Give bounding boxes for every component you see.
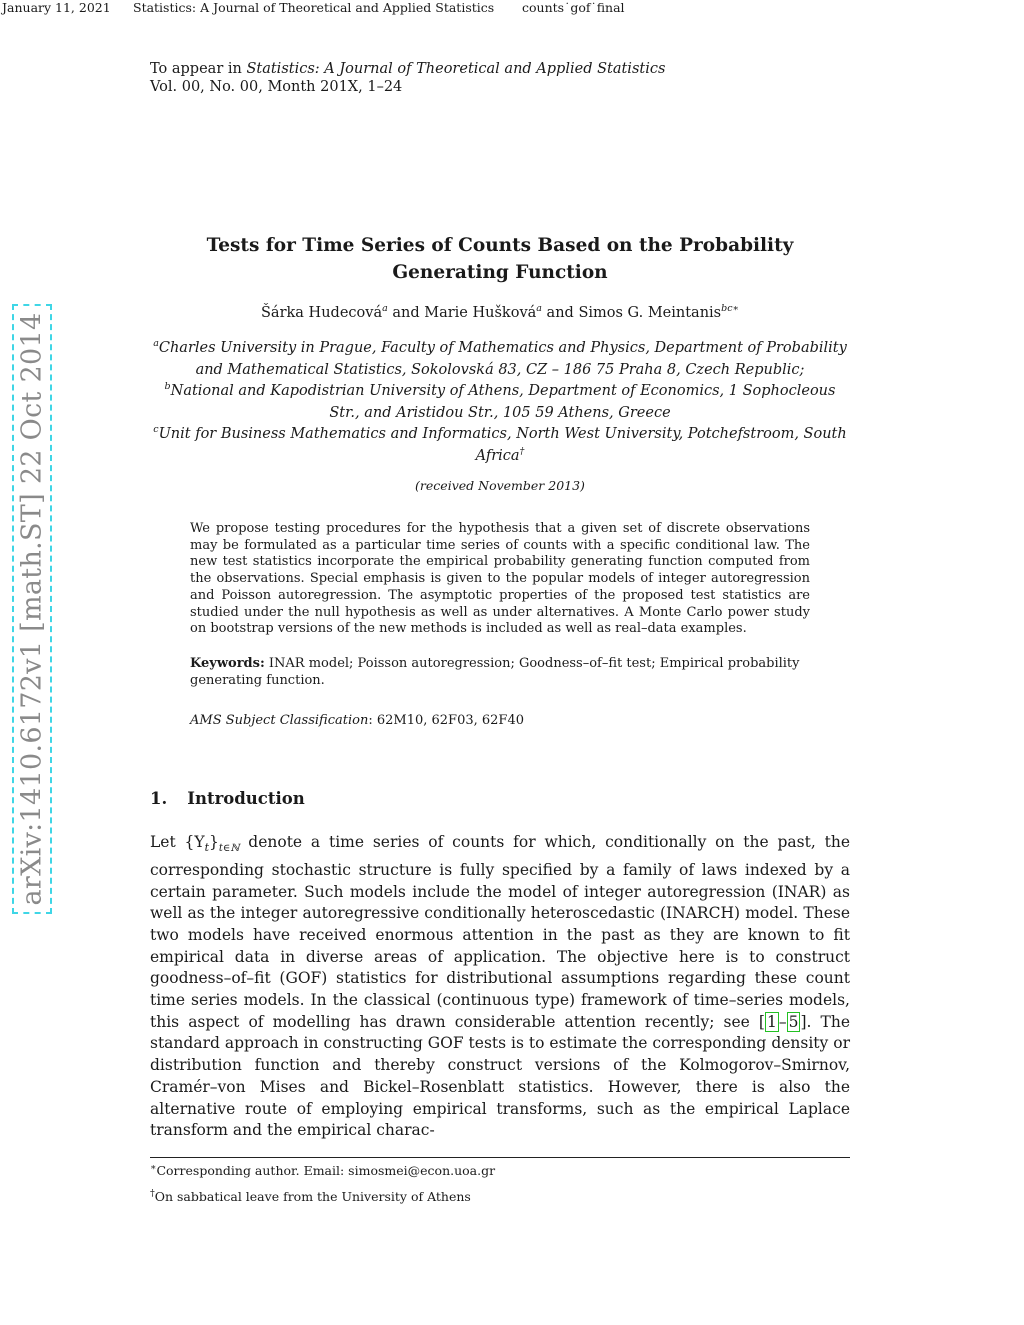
keywords-label: Keywords: bbox=[190, 656, 265, 671]
affiliation-c-text: Unit for Business Mathematics and Informatics, North West University, Potchefstroom, South Africa bbox=[158, 426, 847, 464]
keywords-text: INAR model; Poisson autoregression; Goodness–of–fit test; Empirical probability generating function. bbox=[190, 656, 800, 688]
affiliation-a bbox=[150, 338, 850, 381]
appearance-prefix: To appear in bbox=[150, 61, 247, 77]
intro-part1: denote a time series of counts for which, conditionally on the past, the corresponding stochastic structure is fully specified by a family of laws indexed by a certain parameter. Such models include the model of integer autoregression (INAR) as well as the integer autoregressive conditionally heteroscedastic (INARCH) model. These two models have received enormous attention in the past as they are known to fit empirical data in diverse areas of application. The objective here is to construct goodness–of–fit (GOF) statistics for distributional assumptions regarding these count time series models. In the classical (continuous type) framework of time–series models, this aspect of modelling has drawn considerable attention recently; see [ bbox=[150, 833, 850, 1031]
ams-text: : 62M10, 62F03, 62F40 bbox=[368, 713, 524, 728]
author-and-1: and bbox=[387, 305, 425, 321]
appearance-volume: Vol. 00, No. 00, Month 201X, 1–24 bbox=[150, 79, 403, 95]
author-and-2: and bbox=[541, 305, 579, 321]
footnote-1-mark: ∗ bbox=[150, 1161, 157, 1173]
author-3: Simos G. Meintanis bbox=[578, 305, 722, 321]
author-3-sup: bc∗ bbox=[721, 303, 739, 315]
footnote-2-mark: † bbox=[150, 1187, 155, 1199]
ams-classification bbox=[190, 713, 810, 728]
author-2: Marie Hušková bbox=[424, 305, 537, 321]
author-2-sup: a bbox=[536, 303, 542, 315]
appearance-journal: Statistics: A Journal of Theoretical and Applied Statistics bbox=[246, 61, 666, 77]
footnote-corresponding bbox=[150, 1163, 495, 1178]
citation-link-1[interactable]: 1 bbox=[766, 1012, 777, 1031]
paper-title: Tests for Time Series of Counts Based on the Probability Generating Function bbox=[206, 235, 794, 283]
arxiv-stamp[interactable] bbox=[12, 304, 52, 914]
intro-cite-dash: – bbox=[778, 1012, 787, 1031]
header-journal: Statistics: A Journal of Theoretical and Applied Statistics bbox=[133, 0, 495, 15]
intro-sub-t: t bbox=[204, 841, 210, 855]
affiliation-b bbox=[150, 381, 850, 424]
citation-link-5[interactable]: 5 bbox=[788, 1012, 799, 1031]
arxiv-stamp-text: arXiv:1410.6172v1 [math.ST] 22 Oct 2014 bbox=[16, 312, 48, 906]
affiliation-b-text: National and Kapodistrian University of Athens, Department of Economics, 1 Sophocleous Str., and Aristidou Str., 105 59 Athens, Greece bbox=[170, 383, 836, 421]
footnote-1-text: Corresponding author. Email: simosmei@econ.uoa.gr bbox=[156, 1163, 496, 1178]
header-file: counts˙gof˙final bbox=[522, 0, 625, 15]
author-1-sup: a bbox=[382, 303, 388, 315]
received-date: (received November 2013) bbox=[415, 478, 585, 493]
footnote-rule bbox=[150, 1157, 850, 1158]
intro-paragraph bbox=[150, 832, 850, 1142]
keywords bbox=[190, 656, 810, 689]
intro-let: Let {Y bbox=[150, 833, 205, 851]
intro-close-brace: } bbox=[209, 833, 219, 851]
author-line bbox=[150, 305, 850, 321]
section-heading bbox=[150, 789, 305, 808]
intro-part2: ]. The standard approach in constructing GOF tests is to estimate the corresponding density or distribution function and thereby construct versions of the Kolmogorov–Smirnov, Cramér–von Mises and Bickel–Rosenblatt statistics. However, there is also the alternative route of employing empirical transforms, such as the empirical Laplace transform and the empirical charac- bbox=[150, 1012, 850, 1140]
header-date: January 11, 2021 bbox=[2, 0, 111, 15]
section-number: 1. bbox=[150, 789, 168, 808]
affiliation-c-mark: c bbox=[153, 424, 159, 436]
author-1: Šárka Hudecová bbox=[261, 305, 383, 321]
intro-sub-index: t∈ℕ bbox=[218, 843, 240, 855]
affiliation-a-text: Charles University in Prague, Faculty of Mathematics and Physics, Department of Probability and Mathematical Statistics, Sokolovská 83, CZ – 186 75 Praha 8, Czech Republic; bbox=[158, 340, 847, 378]
affiliation-c-dagger: † bbox=[519, 445, 525, 457]
appearance-block bbox=[150, 60, 665, 96]
ams-label: AMS Subject Classification bbox=[190, 713, 369, 728]
abstract: We propose testing procedures for the hypothesis that a given set of discrete observations may be formulated as a particular time series of counts with a specific conditional law. The new test statistics incorporate the empirical probability generating function computed from the observations. Special emphasis is given to the popular models of integer autoregression and Poisson autoregression. The asymptotic properties of the proposed test statistics are studied under the null hypothesis as well as under alternatives. A Monte Carlo power study on bootstrap versions of the new methods is included as well as real–data examples. bbox=[190, 521, 810, 637]
footnote-sabbatical bbox=[150, 1189, 471, 1204]
affiliation-c bbox=[150, 424, 850, 467]
affiliation-b-mark: b bbox=[164, 381, 171, 393]
section-title: Introduction bbox=[187, 789, 305, 808]
affiliation-a-mark: a bbox=[153, 338, 159, 350]
footnote-2-text: On sabbatical leave from the University of Athens bbox=[154, 1189, 471, 1204]
appearance-line bbox=[150, 60, 665, 78]
